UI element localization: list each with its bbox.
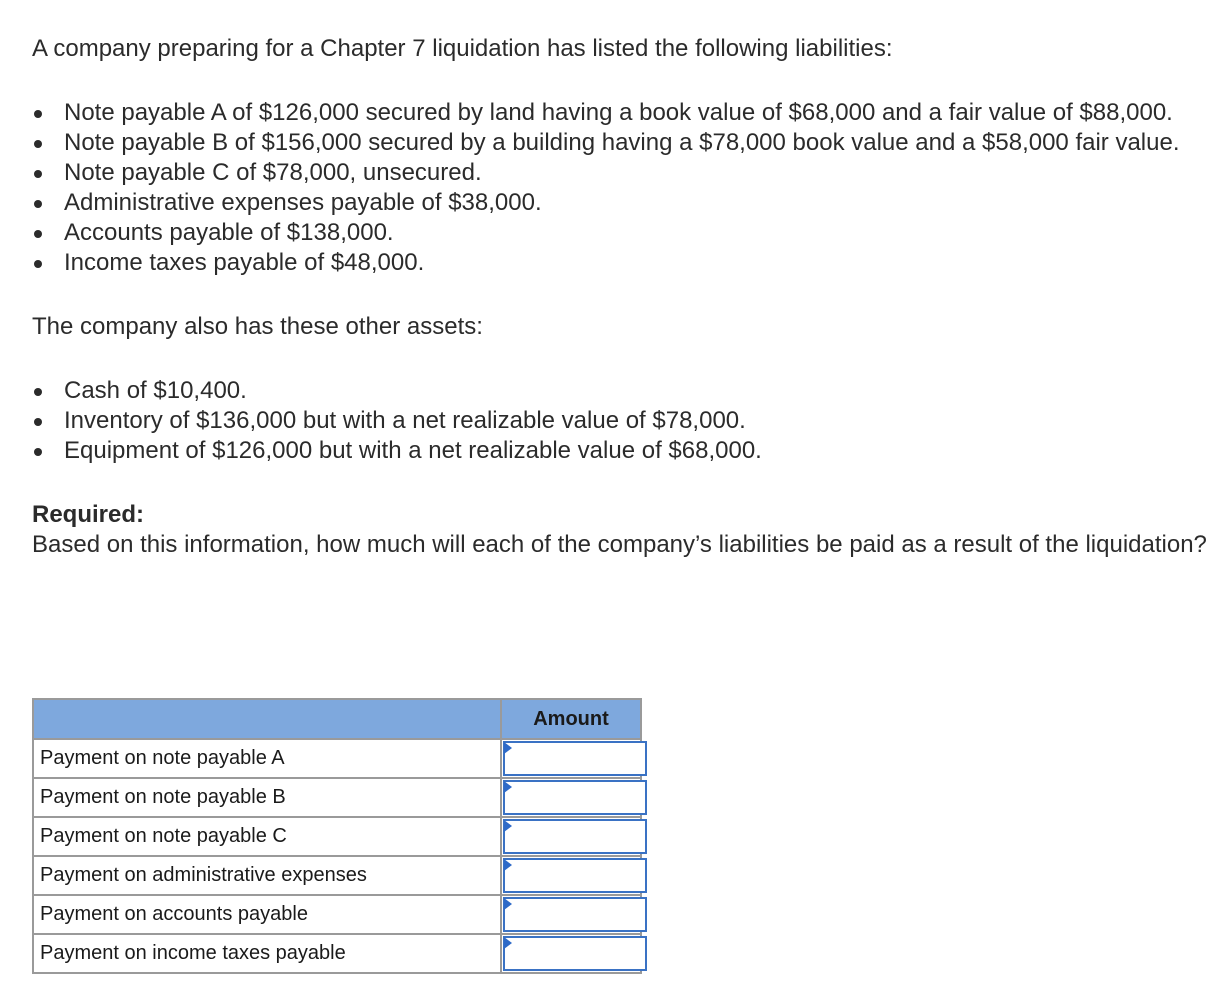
input-marker-icon <box>504 781 512 793</box>
required-section <box>32 500 1212 560</box>
amount-input-admin-expenses[interactable] <box>503 858 647 893</box>
amount-cell <box>501 895 641 934</box>
bullet-icon <box>34 200 42 208</box>
bullet-icon <box>34 170 42 178</box>
bullet-icon <box>34 260 42 268</box>
liabilities-list <box>32 98 1212 278</box>
row-label: Payment on income taxes payable <box>33 934 501 973</box>
amount-cell <box>501 778 641 817</box>
amount-cell <box>501 856 641 895</box>
assets-heading: The company also has these other assets: <box>32 313 483 340</box>
list-item: Accounts payable of $138,000. <box>32 218 1212 248</box>
row-label: Payment on administrative expenses <box>33 856 501 895</box>
amount-cell <box>501 817 641 856</box>
table-row <box>33 934 641 973</box>
input-marker-icon <box>504 937 512 949</box>
list-item: Administrative expenses payable of $38,000. <box>32 188 1212 218</box>
header-label-cell <box>33 699 501 739</box>
table-row <box>33 739 641 778</box>
amount-input-note-c[interactable] <box>503 819 647 854</box>
bullet-icon <box>34 418 42 426</box>
bullet-icon <box>34 388 42 396</box>
amount-input-accounts-payable[interactable] <box>503 897 647 932</box>
row-label: Payment on accounts payable <box>33 895 501 934</box>
amount-cell <box>501 739 641 778</box>
table-row <box>33 856 641 895</box>
assets-list <box>32 376 1212 466</box>
list-item: Note payable A of $126,000 secured by land having a book value of $68,000 and a fair value of $88,000. <box>32 98 1212 128</box>
input-marker-icon <box>504 898 512 910</box>
amount-cell <box>501 934 641 973</box>
table-row <box>33 895 641 934</box>
input-marker-icon <box>504 820 512 832</box>
row-label: Payment on note payable A <box>33 739 501 778</box>
required-label: Required: <box>32 501 145 528</box>
amount-input-note-a[interactable] <box>503 741 647 776</box>
table-row <box>33 778 641 817</box>
list-item: Cash of $10,400. <box>32 376 1212 406</box>
problem-content <box>32 34 1212 560</box>
bullet-icon <box>34 140 42 148</box>
input-marker-icon <box>504 859 512 871</box>
list-item: Inventory of $136,000 but with a net realizable value of $78,000. <box>32 406 1212 436</box>
input-marker-icon <box>504 742 512 754</box>
bullet-icon <box>34 230 42 238</box>
amount-input-note-b[interactable] <box>503 780 647 815</box>
table-header-row <box>33 699 641 739</box>
intro-text: A company preparing for a Chapter 7 liquidation has listed the following liabilities: <box>32 35 893 62</box>
list-item: Note payable C of $78,000, unsecured. <box>32 158 1212 188</box>
bullet-icon <box>34 448 42 456</box>
list-item: Note payable B of $156,000 secured by a building having a $78,000 book value and a $58,000 fair value. <box>32 128 1212 158</box>
answer-table <box>32 698 642 974</box>
row-label: Payment on note payable C <box>33 817 501 856</box>
bullet-icon <box>34 110 42 118</box>
list-item: Income taxes payable of $48,000. <box>32 248 1212 278</box>
header-amount-cell: Amount <box>501 699 641 739</box>
table-row <box>33 817 641 856</box>
required-question: Based on this information, how much will each of the company’s liabilities be paid as a result of the liquidation? <box>32 531 1207 558</box>
amount-input-income-taxes[interactable] <box>503 936 647 971</box>
list-item: Equipment of $126,000 but with a net realizable value of $68,000. <box>32 436 1212 466</box>
row-label: Payment on note payable B <box>33 778 501 817</box>
